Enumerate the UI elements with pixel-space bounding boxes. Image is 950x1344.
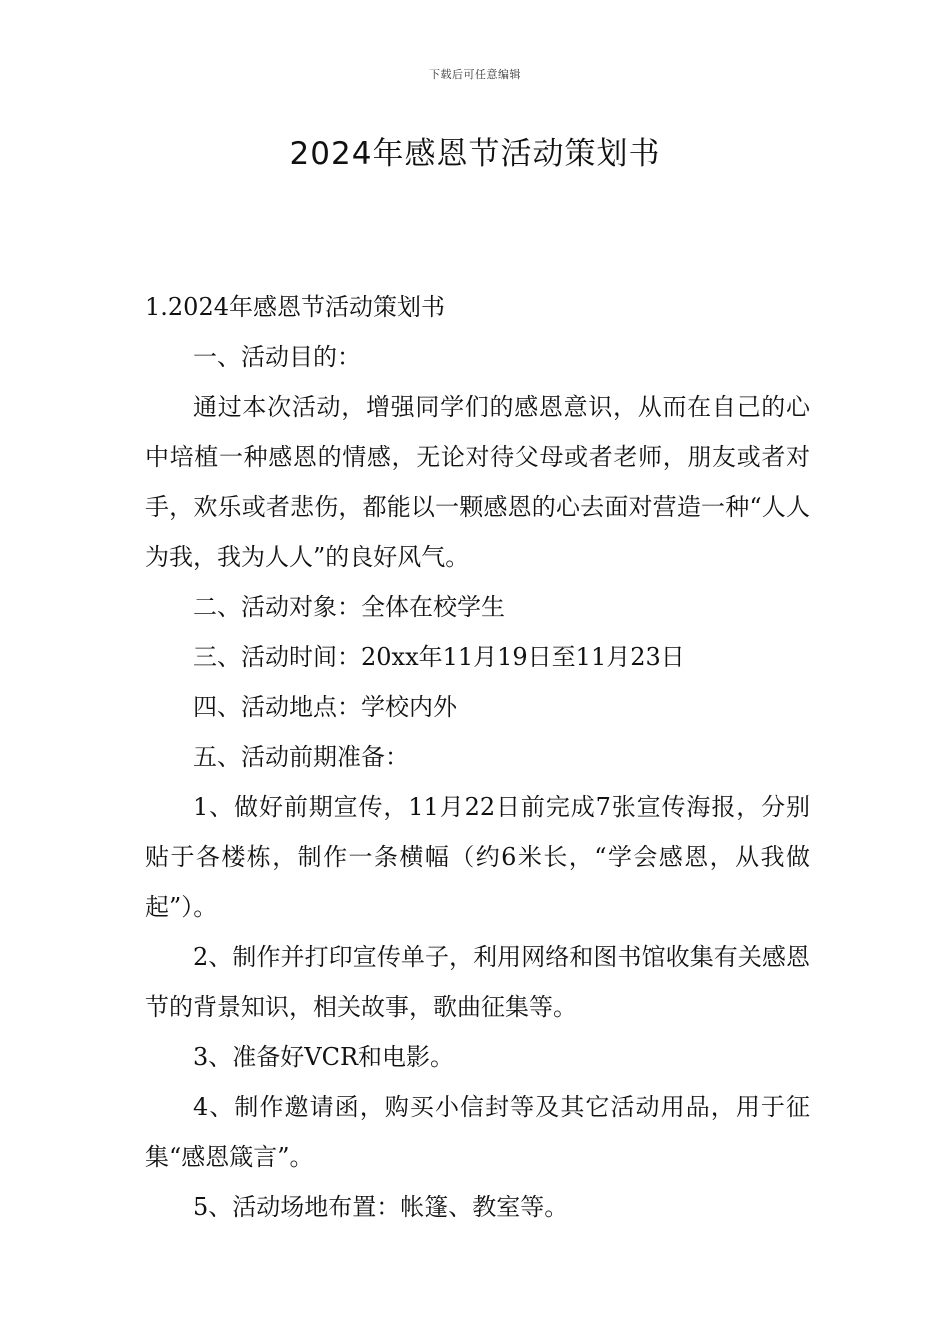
paragraph-prep-item-4: 4、制作邀请函，购买小信封等及其它活动用品，用于征集“感恩箴言”。 bbox=[145, 1093, 810, 1171]
paragraph-purpose-heading: 一、活动目的： bbox=[193, 343, 361, 371]
paragraph-prep-item-1: 1、做好前期宣传，11月22日前完成7张宣传海报，分别贴于各楼栋，制作一条横幅（约6米长，“学会感恩，从我做起”）。 bbox=[145, 793, 810, 921]
paragraph-prep-item-5: 5、活动场地布置：帐篷、教室等。 bbox=[193, 1193, 569, 1221]
paragraph-prep-item-3: 3、准备好VCR和电影。 bbox=[193, 1043, 455, 1071]
paragraph-location: 四、活动地点：学校内外 bbox=[193, 693, 457, 721]
paragraph-time: 三、活动时间：20xx年11月19日至11月23日 bbox=[193, 643, 685, 671]
paragraph-prep-item-2: 2、制作并打印宣传单子，利用网络和图书馆收集有关感恩节的背景知识，相关故事，歌曲征集等。 bbox=[145, 943, 810, 1021]
paragraph-audience: 二、活动对象：全体在校学生 bbox=[193, 593, 505, 621]
paragraph-preparation-heading: 五、活动前期准备： bbox=[193, 743, 409, 771]
header-note: 下载后可任意编辑 bbox=[429, 68, 521, 81]
document-title: 2024年感恩节活动策划书 bbox=[289, 136, 661, 172]
paragraph-purpose-body: 通过本次活动，增强同学们的感恩意识，从而在自己的心中培植一种感恩的情感，无论对待父母或者老师，朋友或者对手，欢乐或者悲伤，都能以一颗感恩的心去面对营造一种“人人为我，我为人人”的良好风气。 bbox=[145, 393, 810, 571]
document-body bbox=[145, 282, 810, 1232]
section-title: 1.2024年感恩节活动策划书 bbox=[145, 293, 445, 321]
